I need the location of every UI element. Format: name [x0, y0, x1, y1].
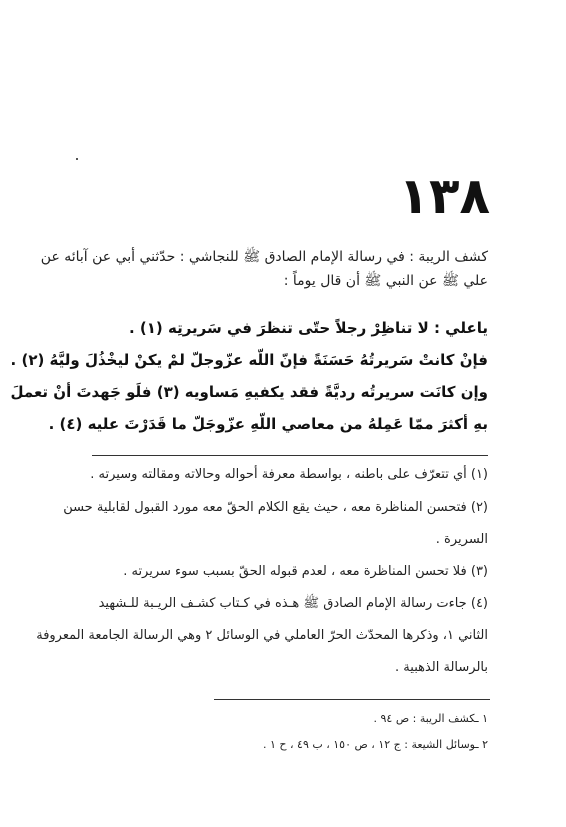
chapter-number: ١٣٨ [398, 167, 490, 225]
references-divider [214, 699, 490, 700]
footnote-4-line-1: (٤) جاءت رسالة الإمام الصادق ﷺ هـذه في كـتاب كشـف الريـبة للـشهيد [98, 596, 488, 611]
footnote-1: (١) أي تتعرّف على باطنه ، بواسطة معرفة أحواله وحالاته ومقالته وسيرته . [90, 467, 488, 482]
hadith-line-4: بهِ أكثرَ ممّا عَمِلهُ من معاصي اللّهِ عزّوجَلّ ما قَدَرْتَ عليه (٤) . [48, 415, 488, 433]
hadith-line-2: فإنْ كانتْ سَريرتُهُ حَسَنَةً فإنّ اللّه عزّوجلّ لمْ يكنْ ليخْذُلَ وليَّهُ (٢) . [10, 351, 488, 369]
footnote-divider [92, 455, 488, 456]
reference-1: ١ ـكشف الريبة : ص ٩٤ . [373, 712, 488, 725]
hadith-line-1: ياعلي : لا تناظِرْ رجلاً حتّى تنظرَ في سَريرتِه (١) . [128, 319, 488, 337]
reference-2: ٢ ـوسائل الشيعة : ج ١٢ ، ص ١٥٠ ، ب ٤٩ ، ح ١ . [262, 738, 488, 751]
footnote-3: (٣) فلا تحسن المناظرة معه ، لعدم قبوله الحقّ بسبب سوء سريرته . [123, 564, 488, 579]
footnote-4-line-3: بالرسالة الذهبية . [395, 660, 488, 675]
hadith-line-3: وإن كانَت سريرتُه رديَّةً فقد يكفيهِ مَساويه (٣) فلَو جَهدتَ أنْ تعملَ [10, 383, 488, 401]
intro-line-1: كشف الريبة : في رسالة الإمام الصادق ﷺ للنجاشي : حدّثني أبي عن آبائه عن [40, 249, 488, 265]
intro-line-2: علي ﷺ عن النبي ﷺ أن قال يوماً : [283, 273, 488, 289]
footnote-2-line-1: (٢) فتحسن المناظرة معه ، حيث يقع الكلام الحقّ معه مورد القبول لقابلية حسن [63, 500, 488, 515]
page-speck [76, 158, 78, 160]
footnote-4-line-2: الثاني ١، وذكرها المحدّث الحرّ العاملي في الوسائل ٢ وهي الرسالة الجامعة المعروفة [36, 628, 488, 643]
footnote-2-line-2: السريرة . [435, 532, 488, 547]
